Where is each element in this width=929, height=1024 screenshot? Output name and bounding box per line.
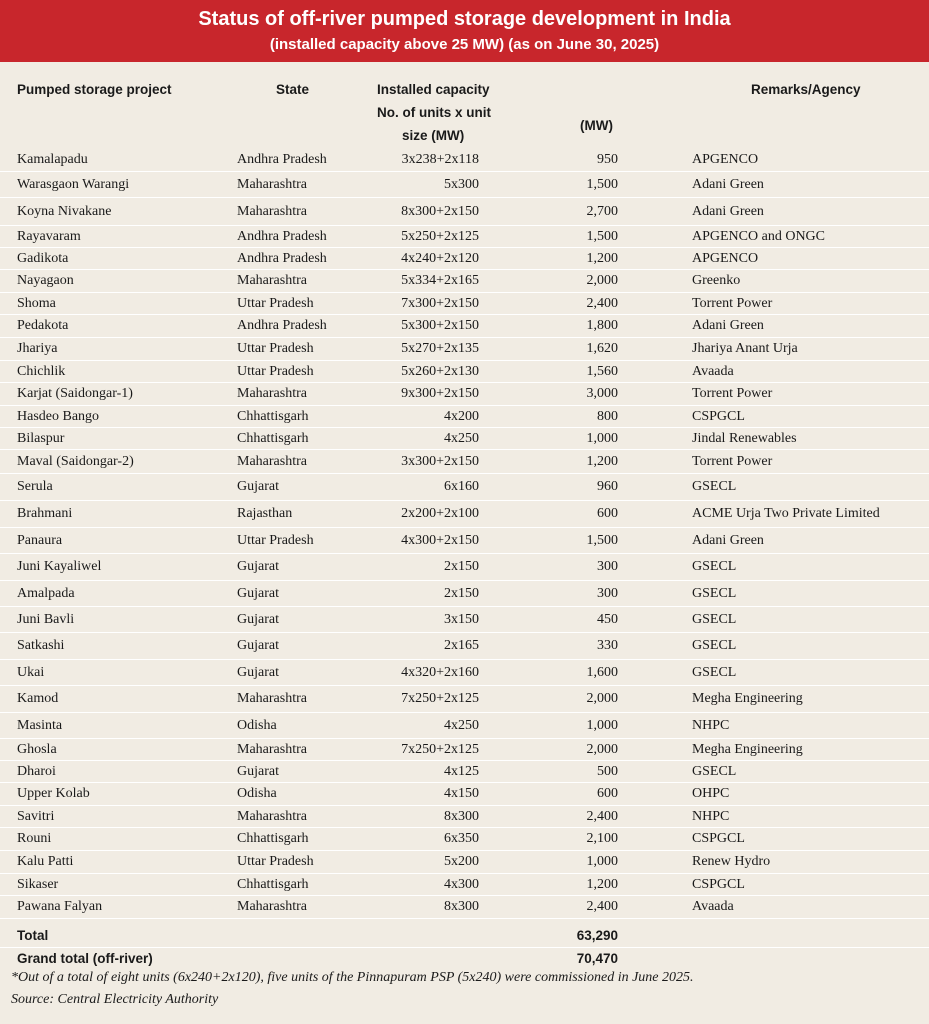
total-value: 63,290 xyxy=(576,928,618,943)
cell-agency: Torrent Power xyxy=(692,296,773,311)
cell-state: Gujarat xyxy=(237,479,279,494)
table-row xyxy=(0,428,929,450)
cell-project: Satkashi xyxy=(17,638,65,653)
cell-project: Shoma xyxy=(17,296,56,311)
cell-project: Bilaspur xyxy=(17,431,65,446)
cell-agency: GSECL xyxy=(692,764,737,779)
table-row xyxy=(0,315,929,338)
table-row xyxy=(0,633,929,660)
cell-state: Uttar Pradesh xyxy=(237,296,314,311)
cell-state: Andhra Pradesh xyxy=(237,251,327,266)
table-row xyxy=(0,851,929,874)
table-row xyxy=(0,406,929,428)
cell-project: Jhariya xyxy=(17,341,58,356)
table-row xyxy=(0,338,929,361)
cell-agency: Adani Green xyxy=(692,318,764,333)
cell-configuration: 9x300+2x150 xyxy=(401,386,479,401)
cell-state: Uttar Pradesh xyxy=(237,854,314,869)
cell-agency: Megha Engineering xyxy=(692,691,803,706)
cell-capacity: 960 xyxy=(597,479,618,494)
cell-capacity: 330 xyxy=(597,638,618,653)
cell-agency: Adani Green xyxy=(692,533,764,548)
cell-project: Juni Bavli xyxy=(17,612,75,627)
cell-state: Gujarat xyxy=(237,612,279,627)
cell-state: Odisha xyxy=(237,786,277,801)
cell-state: Chhattisgarh xyxy=(237,431,309,446)
cell-state: Chhattisgarh xyxy=(237,409,309,424)
cell-capacity: 2,000 xyxy=(586,273,618,288)
cell-capacity: 3,000 xyxy=(586,386,618,401)
table-row xyxy=(0,761,929,783)
cell-state: Andhra Pradesh xyxy=(237,229,327,244)
footnote: *Out of a total of eight units (6x240+2x120), five units of the Pinnapuram PSP (5x240) were commissioned in June 2025. xyxy=(11,970,694,985)
cell-capacity: 2,000 xyxy=(586,691,618,706)
header-capacity-line3: size (MW) xyxy=(402,128,465,143)
cell-state: Andhra Pradesh xyxy=(237,318,327,333)
cell-state: Chhattisgarh xyxy=(237,831,309,846)
cell-configuration: 5x334+2x165 xyxy=(401,273,479,288)
header-mw: (MW) xyxy=(580,118,613,133)
cell-capacity: 1,000 xyxy=(586,431,618,446)
cell-project: Hasdeo Bango xyxy=(17,409,100,424)
cell-capacity: 2,400 xyxy=(586,296,618,311)
header-project: Pumped storage project xyxy=(17,82,172,97)
cell-configuration: 4x150 xyxy=(444,786,479,801)
table-row xyxy=(0,528,929,554)
cell-configuration: 5x300+2x150 xyxy=(401,318,479,333)
cell-configuration: 4x320+2x160 xyxy=(401,665,479,680)
table-row xyxy=(0,896,929,919)
cell-capacity: 800 xyxy=(597,409,618,424)
cell-configuration: 8x300 xyxy=(444,899,479,914)
cell-agency: Torrent Power xyxy=(692,386,773,401)
cell-capacity: 2,000 xyxy=(586,742,618,757)
header-capacity-line1: Installed capacity xyxy=(377,82,490,97)
table-title: Status of off-river pumped storage development in India xyxy=(198,8,731,30)
cell-state: Maharashtra xyxy=(237,177,307,192)
table-row xyxy=(0,686,929,713)
cell-agency: OHPC xyxy=(692,786,730,801)
cell-configuration: 4x125 xyxy=(444,764,479,779)
cell-configuration: 8x300 xyxy=(444,809,479,824)
cell-configuration: 6x160 xyxy=(444,479,479,494)
cell-capacity: 600 xyxy=(597,506,618,521)
cell-capacity: 1,200 xyxy=(586,454,618,469)
cell-project: Kamalapadu xyxy=(17,152,88,167)
cell-capacity: 1,000 xyxy=(586,718,618,733)
cell-state: Maharashtra xyxy=(237,454,307,469)
table-row xyxy=(0,270,929,293)
header-remarks: Remarks/Agency xyxy=(751,82,861,97)
table-row xyxy=(0,383,929,406)
cell-configuration: 3x150 xyxy=(444,612,479,627)
cell-capacity: 450 xyxy=(597,612,618,627)
table-row xyxy=(0,713,929,739)
cell-configuration: 4x300+2x150 xyxy=(401,533,479,548)
table-row xyxy=(0,501,929,528)
cell-project: Amalpada xyxy=(17,586,75,601)
cell-configuration: 5x200 xyxy=(444,854,479,869)
cell-capacity: 1,500 xyxy=(586,533,618,548)
cell-configuration: 5x250+2x125 xyxy=(401,229,479,244)
header-capacity-line2: No. of units x unit xyxy=(377,105,491,120)
cell-configuration: 3x300+2x150 xyxy=(401,454,479,469)
cell-configuration: 4x250 xyxy=(444,718,479,733)
cell-configuration: 5x270+2x135 xyxy=(401,341,479,356)
cell-configuration: 4x240+2x120 xyxy=(401,251,479,266)
cell-configuration: 4x300 xyxy=(444,877,479,892)
total-label: Total xyxy=(17,928,49,943)
cell-configuration: 2x200+2x100 xyxy=(401,506,479,521)
cell-state: Maharashtra xyxy=(237,691,307,706)
cell-agency: CSPGCL xyxy=(692,877,745,892)
cell-agency: Avaada xyxy=(692,364,734,379)
cell-agency: CSPGCL xyxy=(692,409,745,424)
cell-state: Maharashtra xyxy=(237,742,307,757)
cell-agency: GSECL xyxy=(692,638,737,653)
cell-state: Maharashtra xyxy=(237,809,307,824)
cell-capacity: 300 xyxy=(597,586,618,601)
cell-capacity: 1,200 xyxy=(586,251,618,266)
table-row xyxy=(0,828,929,851)
table-row xyxy=(0,581,929,607)
cell-capacity: 1,500 xyxy=(586,229,618,244)
cell-state: Uttar Pradesh xyxy=(237,341,314,356)
cell-state: Chhattisgarh xyxy=(237,877,309,892)
cell-project: Panaura xyxy=(17,533,63,548)
table-row xyxy=(0,172,929,198)
cell-agency: Jhariya Anant Urja xyxy=(692,341,798,356)
cell-agency: APGENCO and ONGC xyxy=(692,229,825,244)
cell-capacity: 2,100 xyxy=(586,831,618,846)
cell-state: Maharashtra xyxy=(237,899,307,914)
table-row xyxy=(0,806,929,828)
table-row xyxy=(0,607,929,633)
cell-agency: Megha Engineering xyxy=(692,742,803,757)
cell-agency: GSECL xyxy=(692,559,737,574)
table-row xyxy=(0,450,929,474)
cell-project: Rouni xyxy=(17,831,52,846)
cell-configuration: 7x300+2x150 xyxy=(401,296,479,311)
table-row xyxy=(0,474,929,501)
cell-capacity: 1,800 xyxy=(586,318,618,333)
cell-project: Kamod xyxy=(17,691,59,706)
cell-configuration: 4x200 xyxy=(444,409,479,424)
cell-project: Sikaser xyxy=(17,877,59,892)
cell-agency: Avaada xyxy=(692,899,734,914)
cell-project: Ukai xyxy=(17,665,45,680)
cell-configuration: 5x300 xyxy=(444,177,479,192)
cell-project: Masinta xyxy=(17,718,63,733)
cell-configuration: 7x250+2x125 xyxy=(401,691,479,706)
cell-project: Koyna Nivakane xyxy=(17,204,112,219)
cell-state: Rajasthan xyxy=(237,506,293,521)
cell-configuration: 7x250+2x125 xyxy=(401,742,479,757)
header-state: State xyxy=(276,82,310,97)
cell-state: Gujarat xyxy=(237,638,279,653)
table-row xyxy=(0,148,929,172)
cell-capacity: 1,000 xyxy=(586,854,618,869)
cell-state: Gujarat xyxy=(237,586,279,601)
title-banner xyxy=(0,0,929,62)
cell-capacity: 300 xyxy=(597,559,618,574)
cell-agency: CSPGCL xyxy=(692,831,745,846)
grand-total-row xyxy=(0,948,929,970)
cell-state: Uttar Pradesh xyxy=(237,364,314,379)
cell-capacity: 1,500 xyxy=(586,177,618,192)
cell-state: Maharashtra xyxy=(237,273,307,288)
cell-agency: GSECL xyxy=(692,665,737,680)
cell-agency: GSECL xyxy=(692,612,737,627)
cell-capacity: 1,600 xyxy=(586,665,618,680)
table-row xyxy=(0,554,929,581)
cell-agency: NHPC xyxy=(692,718,730,733)
cell-project: Maval (Saidongar-2) xyxy=(17,454,134,469)
cell-state: Andhra Pradesh xyxy=(237,152,327,167)
cell-state: Gujarat xyxy=(237,559,279,574)
cell-state: Uttar Pradesh xyxy=(237,533,314,548)
cell-project: Juni Kayaliwel xyxy=(17,559,102,574)
cell-capacity: 1,620 xyxy=(586,341,618,356)
cell-agency: NHPC xyxy=(692,809,730,824)
cell-capacity: 2,700 xyxy=(586,204,618,219)
cell-state: Gujarat xyxy=(237,665,279,680)
cell-configuration: 2x165 xyxy=(444,638,479,653)
cell-capacity: 600 xyxy=(597,786,618,801)
cell-agency: GSECL xyxy=(692,479,737,494)
cell-project: Rayavaram xyxy=(17,229,81,244)
cell-project: Pawana Falyan xyxy=(17,899,103,914)
cell-agency: GSECL xyxy=(692,586,737,601)
cell-agency: ACME Urja Two Private Limited xyxy=(692,506,880,521)
cell-agency: Adani Green xyxy=(692,177,764,192)
cell-project: Chichlik xyxy=(17,364,66,379)
cell-agency: Jindal Renewables xyxy=(692,431,797,446)
cell-capacity: 1,560 xyxy=(586,364,618,379)
cell-state: Odisha xyxy=(237,718,277,733)
cell-project: Kalu Patti xyxy=(17,854,74,869)
cell-configuration: 8x300+2x150 xyxy=(401,204,479,219)
cell-configuration: 3x238+2x118 xyxy=(401,152,479,167)
source-note: Source: Central Electricity Authority xyxy=(11,992,219,1007)
table-row xyxy=(0,361,929,383)
cell-capacity: 2,400 xyxy=(586,809,618,824)
cell-configuration: 6x350 xyxy=(444,831,479,846)
cell-configuration: 5x260+2x130 xyxy=(401,364,479,379)
cell-project: Nayagaon xyxy=(17,273,74,288)
cell-agency: APGENCO xyxy=(692,152,759,167)
cell-project: Gadikota xyxy=(17,251,69,266)
cell-agency: Greenko xyxy=(692,273,741,288)
grand-total-value: 70,470 xyxy=(576,951,618,966)
table-row xyxy=(0,198,929,226)
cell-project: Brahmani xyxy=(17,506,73,521)
cell-capacity: 500 xyxy=(597,764,618,779)
cell-project: Serula xyxy=(17,479,53,494)
cell-agency: Adani Green xyxy=(692,204,764,219)
grand-total-label: Grand total (off-river) xyxy=(17,951,153,966)
cell-project: Upper Kolab xyxy=(17,786,90,801)
cell-state: Maharashtra xyxy=(237,204,307,219)
cell-project: Savitri xyxy=(17,809,55,824)
table-subtitle: (installed capacity above 25 MW) (as on June 30, 2025) xyxy=(269,36,660,53)
total-row xyxy=(0,925,929,948)
table-row xyxy=(0,783,929,806)
cell-project: Karjat (Saidongar-1) xyxy=(17,386,133,401)
table-row xyxy=(0,293,929,315)
table-row xyxy=(0,660,929,686)
cell-capacity: 1,200 xyxy=(586,877,618,892)
cell-configuration: 2x150 xyxy=(444,559,479,574)
cell-agency: APGENCO xyxy=(692,251,759,266)
cell-configuration: 4x250 xyxy=(444,431,479,446)
cell-capacity: 950 xyxy=(597,152,618,167)
table-header xyxy=(0,62,929,148)
table-row xyxy=(0,248,929,270)
table-row xyxy=(0,226,929,248)
cell-configuration: 2x150 xyxy=(444,586,479,601)
cell-project: Dharoi xyxy=(17,764,56,779)
table-row xyxy=(0,874,929,896)
cell-project: Ghosla xyxy=(17,742,57,757)
table-body xyxy=(0,148,929,919)
cell-project: Pedakota xyxy=(17,318,69,333)
cell-state: Gujarat xyxy=(237,764,279,779)
cell-state: Maharashtra xyxy=(237,386,307,401)
cell-project: Warasgaon Warangi xyxy=(17,177,130,192)
cell-agency: Torrent Power xyxy=(692,454,773,469)
cell-agency: Renew Hydro xyxy=(692,854,771,869)
cell-capacity: 2,400 xyxy=(586,899,618,914)
table-row xyxy=(0,739,929,761)
